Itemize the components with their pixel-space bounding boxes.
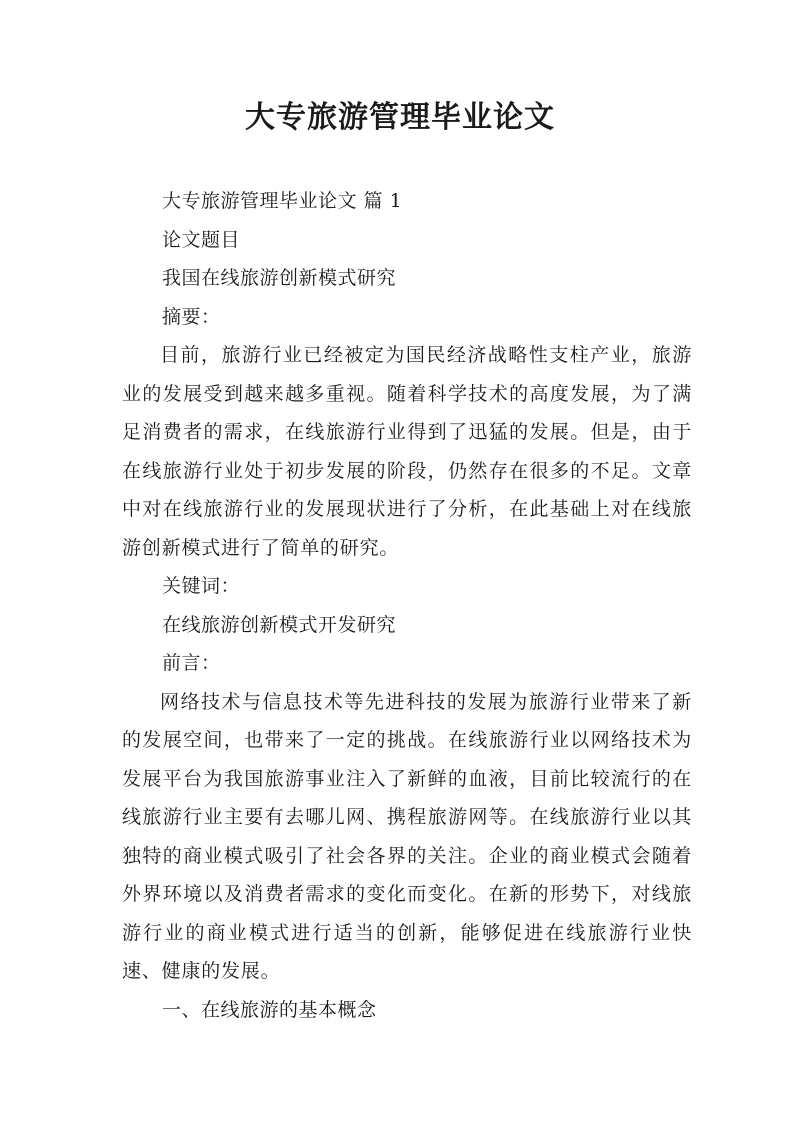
document-title: 大专旅游管理毕业论文: [245, 100, 555, 135]
keywords-text: 在线旅游创新模式开发研究: [162, 613, 397, 636]
thesis-title-label: 论文题目: [162, 228, 241, 251]
keywords-label: 关键词：: [162, 575, 241, 597]
abstract-paragraph: 目前，旅游行业已经被定为国民经济战略性支柱产业，旅游业的发展受到越来越多重视。随着科学技术的高度发展，为了满足消费者的需求，在线旅游行业得到了迅猛的发展。但是，由于在线旅游行业处于初步发展的阶段，仍然存在很多的不足。文章中对在线旅游行业的发展现状进行了分析，在此基础上对在线旅游创新模式进行了简单的研究。: [122, 344, 692, 559]
abstract-label: 摘要：: [162, 305, 221, 328]
preface-label: 前言：: [162, 652, 221, 674]
thesis-title: 我国在线旅游创新模式研究: [162, 267, 397, 289]
article-header: 大专旅游管理毕业论文 篇 1: [162, 190, 403, 212]
preface-paragraph: 网络技术与信息技术等先进科技的发展为旅游行业带来了新的发展空间，也带来了一定的挑战。在线旅游行业以网络技术为发展平台为我国旅游事业注入了新鲜的血液，目前比较流行的在线旅游行业主要有去哪儿网、携程旅游网等。在线旅游行业以其独特的商业模式吸引了社会各界的关注。企业的商业模式会随着外界环境以及消费者需求的变化而变化。在新的形势下，对线旅游行业的商业模式进行适当的创新，能够促进在线旅游行业快速、健康的发展。: [122, 690, 692, 982]
section-heading: 一、在线旅游的基本概念: [162, 998, 377, 1021]
document-body: [122, 182, 692, 1029]
